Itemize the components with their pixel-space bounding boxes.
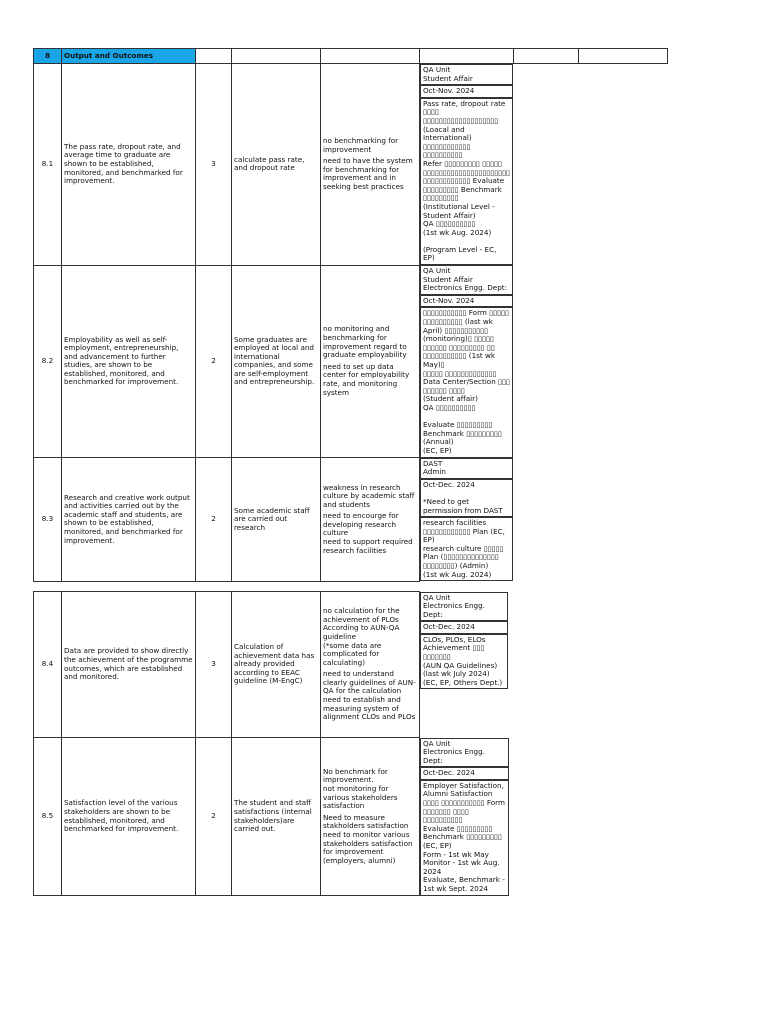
gap-item: no benchmarking for improvement: [323, 136, 399, 154]
gap-item: no monitoring and benchmarking for improvement regard to graduate employability: [323, 324, 407, 360]
empty-cell: [420, 49, 514, 64]
table-row: [34, 738, 663, 896]
action-notes: ▯▯▯▯▯▯▯▯▯▯▯ Form ▯▯▯▯▯ ▯▯▯▯▯▯▯▯▯▯ (last wk April) ▯▯▯▯▯▯▯▯▯▯▯ (monitoring)▯ ▯▯▯▯▯ ▯▯▯▯▯▯ ▯▯▯▯▯▯▯▯▯ ▯▯ ▯▯▯▯▯▯▯▯▯▯▯ (1st wk May)▯ ▯▯▯▯▯ ▯▯▯▯▯▯▯▯▯▯▯▯▯ Data Center/Section ▯▯▯ ▯▯▯▯▯▯ ▯▯▯▯ (Student affair) QA ▯▯▯▯▯▯▯▯▯▯ Evaluate ▯▯▯▯▯▯▯▯▯ Benchmark ▯▯▯▯▯▯▯▯▯ (Annual) (EC, EP): [420, 307, 513, 457]
gap-item: no calculation for the achievement of PLOs According to AUN-QA guideline (*some data are complicated for calculating): [323, 606, 400, 667]
finding: Some academic staff are carried out research: [232, 458, 321, 582]
table-row: [34, 265, 668, 457]
table-row: [34, 592, 663, 738]
finding: Some graduates are employed at local and international companies, and some are self-employment and entrepreneurship.: [232, 265, 321, 457]
gap-cell: [321, 265, 420, 457]
timeline: Oct-Nov. 2024: [420, 295, 513, 308]
criterion-text: Data are provided to show directly the achievement of the programme outcomes, which are established and monitored.: [62, 592, 196, 738]
timeline: Oct-Dec. 2024 *Need to get permission from DAST: [420, 479, 513, 517]
section-number: 8: [34, 49, 62, 64]
criterion-number: 8.3: [34, 458, 62, 582]
criterion-text: Satisfaction level of the various stakeholders are shown to be established, monitored, and benchmarked for improvement.: [62, 738, 196, 896]
responsible: QA Unit Student Affair Electronics Engg. Dept:: [420, 265, 513, 295]
gap-cell: [321, 458, 420, 582]
finding: The student and staff satisfactions (internal stakeholders)are carried out.: [232, 738, 321, 896]
action-notes: CLOs, PLOs, ELOs Achievement ▯▯▯ ▯▯▯▯▯▯▯ (AUN QA Guidelines) (last wk July 2024) (EC, EP, Others Dept.): [420, 634, 508, 690]
responsible: QA Unit Electronics Engg. Dept:: [420, 738, 509, 768]
gap-item: need to set up data center for employability rate, and monitoring system: [323, 361, 410, 397]
finding: Calculation of achievement data has already provided according to EEAC guideline (M-EngC): [232, 592, 321, 738]
table-row: [34, 458, 668, 582]
score: 3: [196, 592, 232, 738]
gap-item: need to encourge for developing research culture need to support required research facilities: [323, 511, 413, 555]
empty-cell: [513, 49, 578, 64]
score: 2: [196, 738, 232, 896]
criterion-text: Research and creative work output and activities carried out by the academic staff and students, are shown to be established, monitored, and benchmarked for improvement.: [62, 458, 196, 582]
empty-cell: [578, 49, 667, 64]
criterion-number: 8.5: [34, 738, 62, 896]
table-row: [34, 64, 668, 266]
score: 2: [196, 265, 232, 457]
score: 2: [196, 458, 232, 582]
empty-cell: [321, 49, 420, 64]
timeline: Oct-Nov. 2024: [420, 85, 513, 98]
responsible: QA Unit Electronics Engg. Dept:: [420, 592, 508, 622]
action-notes: research facilities ▯▯▯▯▯▯▯▯▯▯▯▯ Plan (EC, EP) research culture ▯▯▯▯▯ Plan (▯▯▯▯▯▯▯▯▯▯▯▯▯▯ ▯▯▯▯▯▯▯▯) (Admin) (1st wk Aug. 2024): [420, 517, 513, 581]
gap-item: need to have the system for benchmarking for improvement and in seeking best practices: [323, 156, 413, 191]
section-header-row: [34, 49, 668, 64]
gap-item: No benchmark for improvement. not monitoring for various stakeholders satisfaction: [323, 766, 398, 811]
empty-cell: [232, 49, 321, 64]
gap-item: need to understand clearly guidelines of AUN-QA for the calculation need to establish and measuring system of alignment CLOs and PLOs: [323, 669, 416, 722]
action-notes: Employer Satisfaction, Alumni Satisfaction ▯▯▯▯ ▯▯▯▯▯▯▯▯▯▯▯ Form ▯▯▯▯▯▯▯ ▯▯▯▯ ▯▯▯▯▯▯▯▯▯▯ Evaluate ▯▯▯▯▯▯▯▯▯ Benchmark ▯▯▯▯▯▯▯▯▯ (EC, EP) Form - 1st wk May Monitor - 1st wk Aug. 2024 Evaluate, Benchmark - 1st wk Sept. 2024: [420, 780, 509, 896]
criterion-text: The pass rate, dropout rate, and average time to graduate are shown to be established, monitored, and benchmarked for improvement.: [62, 64, 196, 266]
gap-item: weakness in research culture by academic staff and students: [323, 482, 415, 509]
gap-cell: [321, 592, 420, 738]
responsible: DAST Admin: [420, 458, 513, 479]
section-title: Output and Outcomes: [62, 49, 196, 64]
action-notes: Pass rate, dropout rate ▯▯▯▯ ▯▯▯▯▯▯▯▯▯▯▯▯▯▯▯▯▯▯▯ (Loacal and International) ▯▯▯▯▯▯▯▯▯▯▯▯ ▯▯▯▯▯▯▯▯▯▯ Refer ▯▯▯▯▯▯▯▯▯ ▯▯▯▯▯ ▯▯▯▯▯▯▯▯▯▯▯▯▯▯▯▯▯▯▯▯▯▯ ▯▯▯▯▯▯▯▯▯▯▯▯ Evaluate ▯▯▯▯▯▯▯▯▯ Benchmark ▯▯▯▯▯▯▯▯▯ (Institutional Level - Student Affair) QA ▯▯▯▯▯▯▯▯▯▯ (1st wk Aug. 2024) (Program Level - EC, EP): [420, 98, 513, 265]
criterion-text: Employability as well as self-employment, entrepreneurship, and advancement to further studies, are shown to be established, monitored, and benchmarked for improvement.: [62, 265, 196, 457]
action-plan-table-bottom: [33, 591, 663, 896]
criterion-number: 8.1: [34, 64, 62, 266]
gap-cell: [321, 738, 420, 896]
criterion-number: 8.4: [34, 592, 62, 738]
action-plan-table-top: [33, 48, 668, 582]
gap-cell: [321, 64, 420, 266]
gap-item: Need to measure stakholders satisfaction need to monitor various stakeholders satisfaction for improvement (employers, alumni): [323, 812, 413, 865]
finding: calculate pass rate, and dropout rate: [232, 64, 321, 266]
criterion-number: 8.2: [34, 265, 62, 457]
timeline: Oct-Dec. 2024: [420, 621, 508, 634]
responsible: QA Unit Student Affair: [420, 64, 513, 85]
timeline: Oct-Dec. 2024: [420, 767, 509, 780]
score: 3: [196, 64, 232, 266]
empty-cell: [196, 49, 232, 64]
